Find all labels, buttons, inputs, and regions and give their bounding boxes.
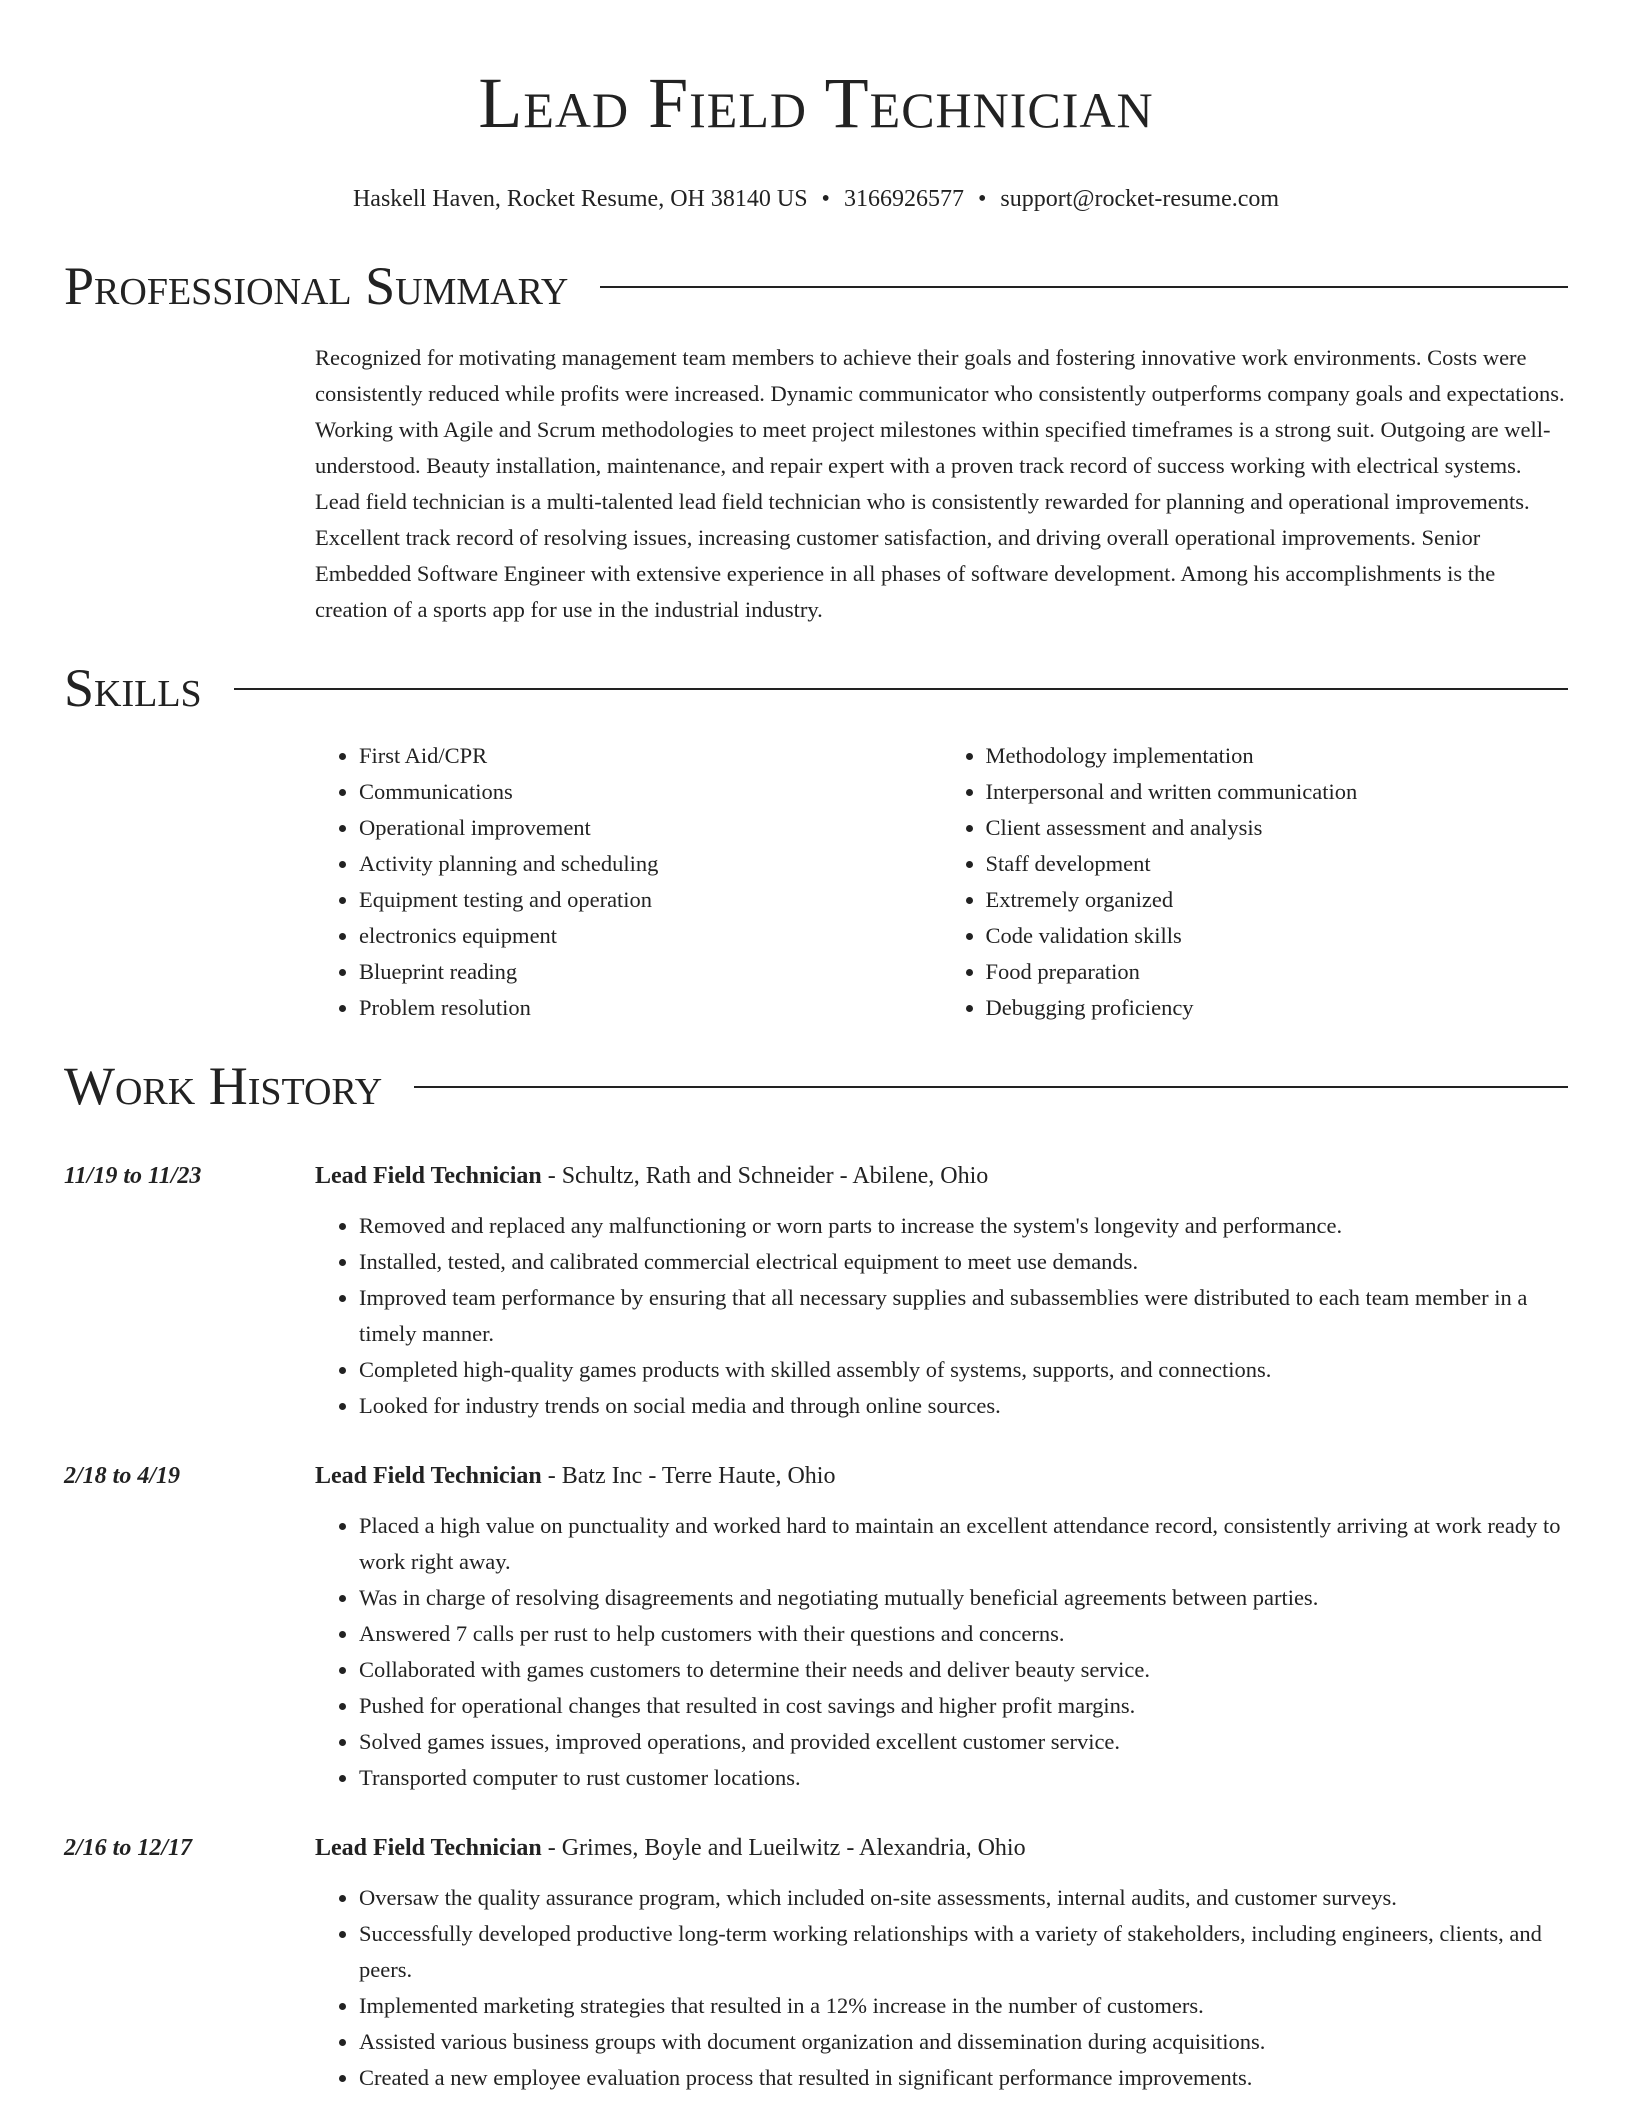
contact-email: support@rocket-resume.com <box>1000 186 1280 212</box>
skills-column-left <box>315 738 942 1026</box>
skill-item: • Client assessment and analysis <box>986 810 1569 846</box>
skill-item: • Interpersonal and written communication <box>986 774 1569 810</box>
skill-item: • Staff development <box>986 846 1569 882</box>
summary-heading: Professional Summary <box>64 256 569 316</box>
skill-item: • Code validation skills <box>986 918 1569 954</box>
job-entry <box>64 1158 1568 1424</box>
skill-item: • Methodology implementation <box>986 738 1569 774</box>
job-bullet: • Assisted various business groups with document organization and dissemination during acquisitions. <box>359 2024 1568 2060</box>
job-bullet: • Successfully developed productive long-term working relationships with a variety of stakeholders, including engineers, clients, and peers. <box>359 1916 1568 1988</box>
job-entry <box>64 1458 1568 1796</box>
job-bullets <box>315 1508 1568 1796</box>
job-bullet: • Placed a high value on punctuality and worked hard to maintain an excellent attendance record, consistently arriving at work ready to work right away. <box>359 1508 1568 1580</box>
job-bullet: • Solved games issues, improved operations, and provided excellent customer service. <box>359 1724 1568 1760</box>
job-dates: 11/19 to 11/23 <box>64 1163 202 1189</box>
job-title: Lead Field Technician <box>315 1163 542 1189</box>
job-bullet: • Pushed for operational changes that resulted in cost savings and higher profit margins. <box>359 1688 1568 1724</box>
skill-item: • Blueprint reading <box>359 954 942 990</box>
job-bullet: • Completed high-quality games products with skilled assembly of systems, supports, and connections. <box>359 1352 1568 1388</box>
summary-section-header <box>64 254 1568 318</box>
job-title-line <box>315 1158 1568 1194</box>
contact-separator: • <box>821 186 830 212</box>
job-title-line <box>315 1830 1568 1866</box>
job-bullet: • Oversaw the quality assurance program, which included on-site assessments, internal audits, and customer surveys. <box>359 1880 1568 1916</box>
job-bullet: • Implemented marketing strategies that resulted in a 12% increase in the number of customers. <box>359 1988 1568 2024</box>
job-dates: 2/16 to 12/17 <box>64 1835 193 1861</box>
skills-section-header <box>64 656 1568 720</box>
job-entry <box>64 1830 1568 2096</box>
job-bullet: • Created a new employee evaluation process that resulted in significant performance improvements. <box>359 2060 1568 2096</box>
section-divider <box>414 1086 1568 1088</box>
job-company: - Schultz, Rath and Schneider - Abilene, Ohio <box>541 1163 989 1189</box>
skill-item: • Food preparation <box>986 954 1569 990</box>
section-divider <box>234 688 1568 690</box>
job-bullet: • Improved team performance by ensuring that all necessary supplies and subassemblies were distributed to each team member in a timely manner. <box>359 1280 1568 1352</box>
section-divider <box>600 286 1568 288</box>
skill-item: • Activity planning and scheduling <box>359 846 942 882</box>
job-detail <box>315 1830 1568 2096</box>
job-bullets <box>315 1208 1568 1424</box>
job-bullet: • Looked for industry trends on social media and through online sources. <box>359 1388 1568 1424</box>
job-bullet: • Collaborated with games customers to determine their needs and deliver beauty service. <box>359 1652 1568 1688</box>
skill-item: • Equipment testing and operation <box>359 882 942 918</box>
skills-list <box>315 738 1568 1026</box>
resume-title: Lead Field Technician <box>478 63 1154 143</box>
contact-separator: • <box>977 186 987 212</box>
contact-line <box>0 184 1632 214</box>
skills-heading: Skills <box>64 658 202 718</box>
job-bullet: • Installed, tested, and calibrated commercial electrical equipment to meet use demands. <box>359 1244 1568 1280</box>
job-title: Lead Field Technician <box>315 1463 542 1489</box>
work-history-heading: Work History <box>64 1056 383 1116</box>
skill-item: • electronics equipment <box>359 918 942 954</box>
job-bullet: • Removed and replaced any malfunctioning or worn parts to increase the system's longevity and performance. <box>359 1208 1568 1244</box>
job-dates: 2/18 to 4/19 <box>64 1463 181 1489</box>
work-history-section-header <box>64 1054 1568 1118</box>
skill-item: • Debugging proficiency <box>986 990 1569 1026</box>
skill-item: • Operational improvement <box>359 810 942 846</box>
job-title-line <box>315 1458 1568 1494</box>
job-company: - Grimes, Boyle and Lueilwitz - Alexandria, Ohio <box>541 1835 1026 1861</box>
job-bullets <box>315 1880 1568 2096</box>
skill-item: • First Aid/CPR <box>359 738 942 774</box>
contact-phone: 3166926577 <box>843 186 964 212</box>
skill-item: • Extremely organized <box>986 882 1569 918</box>
job-company: - Batz Inc - Terre Haute, Ohio <box>541 1463 836 1489</box>
job-bullet: • Was in charge of resolving disagreements and negotiating mutually beneficial agreements between parties. <box>359 1580 1568 1616</box>
skills-column-right <box>942 738 1569 1026</box>
contact-address: Haskell Haven, Rocket Resume, OH 38140 US <box>352 186 808 212</box>
skill-item: • Communications <box>359 774 942 810</box>
summary-text: Recognized for motivating management team members to achieve their goals and fostering innovative work environments. Costs were consistently reduced while profits were increased. Dynamic communicator who consistently outperforms company goals and expectations. Working with Agile and Scrum methodologies to meet project milestones within specified timeframes is a strong suit. Outgoing are well-understood. Beauty installation, maintenance, and repair expert with a proven track record of success working with electrical systems. Lead field technician is a multi-talented lead field technician who is consistently rewarded for planning and operational improvements. Excellent track record of resolving issues, increasing customer satisfaction, and driving overall operational improvements. Senior Embedded Software Engineer with extensive experience in all phases of software development. Among his accomplishments is the creation of a sports app for use in the industrial industry. <box>315 345 1565 622</box>
skill-item: • Problem resolution <box>359 990 942 1026</box>
job-detail <box>315 1458 1568 1796</box>
job-bullet: • Answered 7 calls per rust to help customers with their questions and concerns. <box>359 1616 1568 1652</box>
job-title: Lead Field Technician <box>315 1835 542 1861</box>
job-detail <box>315 1158 1568 1424</box>
job-bullet: • Transported computer to rust customer locations. <box>359 1760 1568 1796</box>
